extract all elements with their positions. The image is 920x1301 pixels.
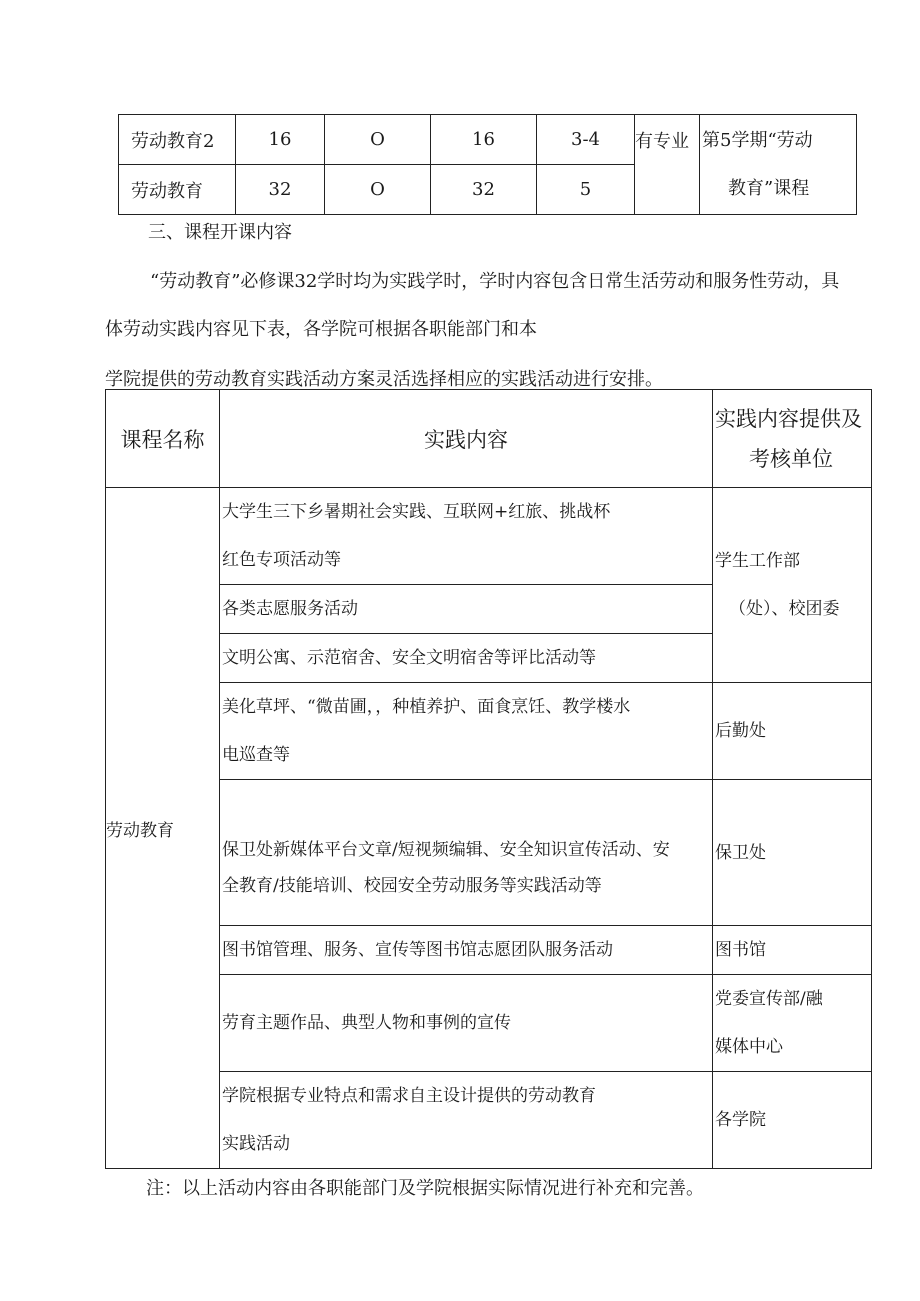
credit-table [118, 114, 857, 215]
unit-cell: 各学院 [713, 1072, 872, 1169]
note-line-1: 第5学期“劳动 [702, 129, 813, 151]
unit-line: 党委宣传部/融 [715, 989, 823, 1009]
unit-cell [713, 975, 872, 1072]
intro-line-2: 体劳动实践内容见下表，各学院可根据各职能部门和本 [105, 319, 537, 340]
header-unit-line-2: 考核单位 [749, 446, 833, 471]
practice-table [105, 389, 872, 1169]
note-cell [700, 115, 857, 215]
content-line: 红色专项活动等 [222, 550, 341, 570]
table-row [106, 780, 872, 926]
theory-hours-cell: O [325, 115, 431, 165]
table-row [119, 115, 857, 165]
section-heading: 三、课程开课内容 [148, 222, 292, 243]
course-name-cell: 劳动教育 [119, 165, 236, 215]
header-unit-line-1: 实践内容提供及 [715, 406, 862, 431]
unit-cell: 后勤处 [713, 683, 872, 780]
content-line: 电巡查等 [222, 745, 290, 765]
footnote: 注：以上活动内容由各职能部门及学院根据实际情况进行补充和完善。 [146, 1178, 704, 1199]
content-cell: 图书馆管理、服务、宣传等图书馆志愿团队服务活动 [220, 926, 713, 975]
table-row [106, 975, 872, 1072]
course-name-cell: 劳动教育2 [119, 115, 236, 165]
content-cell [220, 488, 713, 585]
merged-unit-cell [713, 488, 872, 683]
unit-cell: 图书馆 [713, 926, 872, 975]
table-row [106, 683, 872, 780]
term-cell: 3-4 [537, 115, 635, 165]
content-line: 学院根据专业特点和需求自主设计提供的劳动教育 [222, 1086, 596, 1106]
header-unit [713, 390, 872, 488]
unit-line: 媒体中心 [715, 1037, 783, 1057]
table-header-row [106, 390, 872, 488]
unit-cell: 保卫处 [713, 780, 872, 926]
intro-line-1: “劳动教育”必修课32学时均为实践学时，学时内容包含日常生活劳动和服务性劳动，具 [150, 271, 840, 292]
theory-hours-cell: O [325, 165, 431, 215]
total-hours-cell: 32 [236, 165, 325, 215]
content-cell: 各类志愿服务活动 [220, 585, 713, 634]
total-hours-cell: 16 [236, 115, 325, 165]
practice-hours-cell: 16 [431, 115, 537, 165]
course-cell: 劳动教育 [106, 488, 220, 1169]
practice-hours-cell: 32 [431, 165, 537, 215]
content-cell [220, 683, 713, 780]
unit-line: 学生工作部 [715, 551, 800, 571]
content-line: 实践活动 [222, 1134, 290, 1154]
table-row [106, 926, 872, 975]
content-line: 全教育/技能培训、校园安全劳动服务等实践活动等 [222, 875, 602, 896]
content-line: 大学生三下乡暑期社会实践、互联网+红旅、挑战杯 [222, 502, 611, 522]
table-row [106, 488, 872, 585]
unit-line: （处）、校团委 [729, 599, 840, 619]
content-cell: 劳育主题作品、典型人物和事例的宣传 [220, 975, 713, 1072]
content-cell: 文明公寓、示范宿舍、安全文明宿舍等评比活动等 [220, 634, 713, 683]
content-cell [220, 780, 713, 926]
content-line: 保卫处新媒体平台文章/短视频编辑、安全知识宣传活动、安 [222, 839, 670, 860]
header-content: 实践内容 [220, 390, 713, 488]
content-line: 美化草坪、“微苗圃，，种植养护、面食烹饪、教学楼水 [222, 697, 631, 717]
content-cell [220, 1072, 713, 1169]
major-cell [635, 115, 700, 215]
header-course-name: 课程名称 [106, 390, 220, 488]
term-cell: 5 [537, 165, 635, 215]
intro-line-3: 学院提供的劳动教育实践活动方案灵活选择相应的实践活动进行安排。 [105, 369, 663, 390]
major-cell-text: 有专业 [635, 131, 689, 152]
note-line-2: 教育”课程 [728, 177, 810, 199]
table-row [106, 1072, 872, 1169]
